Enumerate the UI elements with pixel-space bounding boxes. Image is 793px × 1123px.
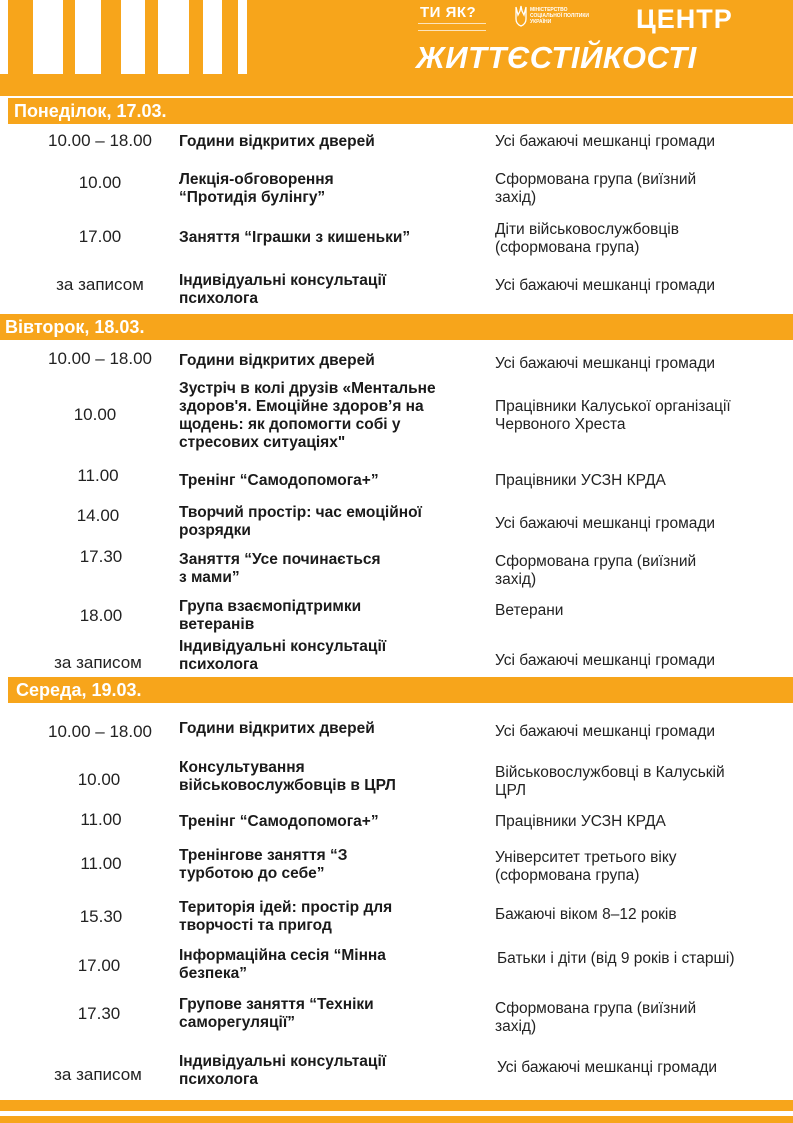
event-title: Інформаційна сесія “Мінна безпека” — [179, 947, 386, 982]
title-line-2: ЖИТТЄСТІЙКОСТІ — [416, 40, 697, 75]
event-time: за записом — [56, 275, 144, 294]
event-title: Індивідуальні консультації психолога — [179, 638, 387, 673]
header-stripe — [33, 0, 63, 74]
event-time: 10.00 – 18.00 — [48, 349, 152, 368]
event-audience: Батьки і діти (від 9 років і старші) — [497, 950, 735, 967]
header-stripe — [0, 0, 8, 74]
day-header: Середа, 19.03. — [8, 677, 793, 703]
event-audience: Усі бажаючі мешканці громади — [495, 277, 716, 294]
event-time: 17.00 — [78, 227, 122, 246]
event-audience: Університет третього віку (сформована група) — [495, 849, 677, 884]
event-time: 10.00 — [78, 173, 122, 192]
event-time: за записом — [54, 1065, 142, 1084]
event-title: Консультування військовослужбовців в ЦРЛ — [179, 759, 396, 794]
ministry-logo-text: МІНІСТЕРСТВО СОЦІАЛЬНОЇ ПОЛІТИКИ УКРАЇНИ — [530, 7, 590, 25]
event-audience: Сформована група (виїзний захід) — [495, 171, 697, 206]
event-audience: Усі бажаючі мешканці громади — [495, 723, 716, 740]
event-time: 17.30 — [77, 1004, 121, 1023]
title-line-1: ЦЕНТР — [636, 4, 733, 34]
event-audience: Усі бажаючі мешканці громади — [495, 652, 716, 669]
event-title: Територія ідей: простір для творчості та пригод — [179, 899, 393, 934]
header-stripe — [75, 0, 101, 74]
day-header: Понеділок, 17.03. — [8, 98, 793, 124]
event-time: 18.00 — [79, 606, 123, 625]
event-title: Лекція-обговорення “Протидія булінгу” — [179, 171, 334, 206]
event-time: 11.00 — [80, 810, 122, 829]
event-title: Години відкритих дверей — [179, 133, 375, 150]
header-stripe — [121, 0, 145, 74]
event-title: Заняття “Іграшки з кишеньки” — [179, 229, 411, 246]
event-audience: Працівники УСЗН КРДА — [495, 813, 666, 830]
header-stripe — [203, 0, 222, 74]
event-title: Індивідуальні консультації психолога — [179, 272, 387, 307]
event-audience: Усі бажаючі мешканці громади — [495, 133, 716, 150]
page-header — [0, 0, 793, 96]
event-time: 11.00 — [80, 854, 122, 873]
event-audience: Усі бажаючі мешканці громади — [495, 355, 716, 372]
event-title: Заняття “Усе починається з мами” — [179, 551, 381, 586]
event-audience: Працівники Калуської організації Червоного Хреста — [495, 398, 731, 433]
event-time: 11.00 — [77, 466, 119, 485]
header-stripe — [238, 0, 247, 74]
event-time: 10.00 — [77, 770, 121, 789]
event-title: Години відкритих дверей — [179, 720, 375, 737]
event-time: 10.00 — [73, 405, 117, 424]
event-audience: Усі бажаючі мешканці громади — [495, 515, 716, 532]
logo-underline — [418, 23, 486, 31]
event-time: 15.30 — [79, 907, 123, 926]
event-title: Години відкритих дверей — [179, 352, 375, 369]
ty-yak-logo: ТИ ЯК? — [420, 4, 477, 21]
event-audience: Працівники УСЗН КРДА — [495, 472, 666, 489]
event-title: Індивідуальні консультації психолога — [179, 1053, 387, 1088]
event-audience: Сформована група (виїзний захід) — [495, 553, 697, 588]
footer-bar — [0, 1116, 793, 1123]
event-audience: Усі бажаючі мешканці громади — [497, 1059, 718, 1076]
event-audience: Діти військовослужбовців (сформована група) — [495, 221, 679, 256]
event-time: 10.00 – 18.00 — [48, 131, 152, 150]
event-title: Група взаємопідтримки ветеранів — [179, 598, 362, 633]
event-title: Тренінг “Самодопомога+” — [179, 813, 379, 830]
event-audience: Сформована група (виїзний захід) — [495, 1000, 697, 1035]
event-audience: Ветерани — [495, 602, 564, 619]
footer-bar — [0, 1100, 793, 1111]
day-header: Вівторок, 18.03. — [0, 314, 793, 340]
event-title: Творчий простір: час емоційної розрядки — [179, 504, 422, 539]
event-audience: Військовослужбовці в Калуській ЦРЛ — [495, 764, 725, 799]
trident-emblem-icon — [515, 5, 527, 27]
event-time: 17.30 — [79, 547, 123, 566]
event-title: Тренінг “Самодопомога+” — [179, 472, 379, 489]
event-audience: Бажаючі віком 8–12 років — [495, 906, 677, 923]
event-time: 17.00 — [77, 956, 121, 975]
event-time: 10.00 – 18.00 — [48, 722, 152, 741]
event-title: Групове заняття “Техніки саморегуляції” — [179, 996, 374, 1031]
event-title: Зустріч в колі друзів «Ментальне здоров'я. Емоційне здоров’я на щодень: як допомогти собі у стресових ситуаціях" — [179, 380, 436, 451]
event-time: 14.00 — [76, 506, 120, 525]
header-stripe — [158, 0, 189, 74]
event-time: за записом — [54, 653, 142, 672]
event-title: Тренінгове заняття “З турботою до себе” — [179, 847, 348, 882]
